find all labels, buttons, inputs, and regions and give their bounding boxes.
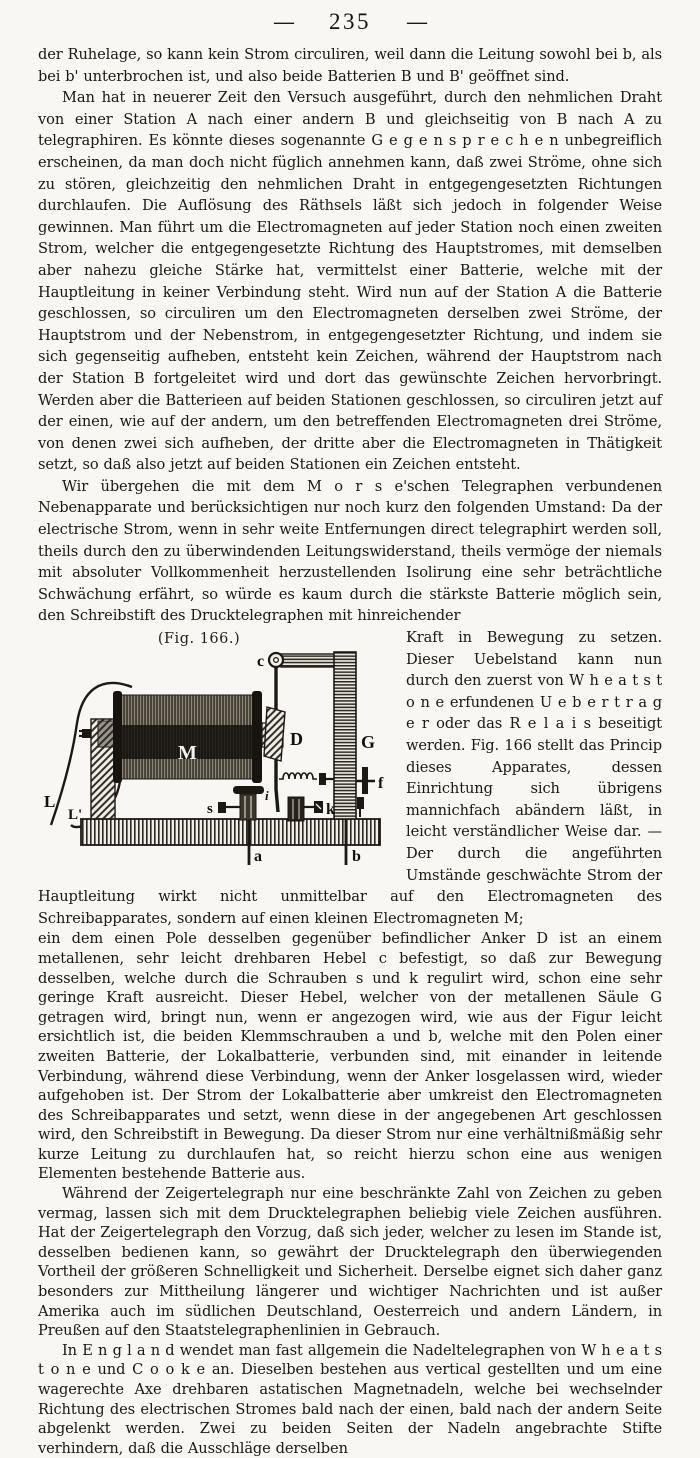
pivot-c [269,653,283,667]
page-number: 235 [329,9,371,34]
spring [279,773,334,785]
support-post [79,719,115,820]
label-G: G [361,732,376,753]
paragraph-2: Man hat in neuerer Zeit den Versuch ausgeführt, durch den nehmlichen Draht von einer Station A nach einer andern B und gleichseitig von B nach A zu telegraphiren. Es könnte dieses sogenannte G e g e n s p r e c h e n unbegreiflich erscheinen, da man doch nicht füglich annehmen kann, daß zwei Ströme, ohne sich zu stören, gleichzeitig den nehmlichen Draht in entgegengesetzten Richtungen durchlaufen. Die Auflösung des Räthsels läßt sich jedoch in folgender Weise gewinnen. Man führt um die Electromagneten auf jeder Station noch einen zweiten Strom, welcher die entgegengesetzte Richtung des Hauptstromes, mit demselben aber nahezu gleiche Stärke hat, vermittelst einer Batterie, welche mit der Hauptleitung in keiner Verbindung steht. Wird nun auf der Station A die Batterie geschlossen, so circuliren um den Electromagneten derselben zwei Ströme, der Hauptstrom und der Nebenstrom, in entgegengesetzter Richtung, und indem sie sich gegenseitig aufheben, entsteht kein Zeichen, während der Hauptstrom nach der Station B fortgeleitet wird und dort das gewünschte Zeichen hervorbringt. Werden aber die Batterieen auf beiden Stationen geschlossen, so circuliren jetzt auf der einen, wie auf der andern, um den betreffenden Electromagneten drei Ströme, von denen zwei sich aufheben, der dritte aber die Electromagneten in Thätigkeit setzt, so daß also jetzt auf beiden Stationen ein Zeichen entsteht. [38,89,662,474]
label-i: i [265,788,269,804]
paragraph-3-intro: Wir übergehen die mit dem M o r s e'schen Telegraphen verbundenen Nebenapparate und berücksichtigen nur noch kurz den folgenden Umstand: Da der electrische Strom, wenn in sehr weite Entfernungen direct telegraphirt werden soll, theils durch den zu überwindenden Leitungswiderstand, theils vermöge der niemals mit absoluter Vollkommenheit herzustellenden Isolirung eine sehr beträchtliche Schwächung erfährt, so würde es kaum durch die stärkste Batterie möglich sein, den Schreibstift des Drucktelegraphen mit hinreichender [38,477,662,625]
screw-k [288,797,323,821]
page-header [38,10,662,34]
header-dash-left: — [274,11,293,33]
label-a: a [254,848,262,866]
paragraph-3-continued: ein dem einen Pole desselben gegenüber befindlicher Anker D ist an einem metallenen, sehr leicht drehbaren Hebel c befestigt, so daß zur Bewegung desselben, welche durch die Schrauben s und k regulirt wird, schon eine sehr geringe Kraft ausreicht. Dieser Hebel, welcher von der metallenen Säule G getragen wird, bringt nun, wenn er angezogen wird, wie aus der Figur leicht ersichtlich ist, die beiden Klemmschrauben a und b, welche mit den Polen einer zweiten Batterie, der Lokalbatterie, verbunden sind, mit einander in leitende Verbindung, während diese Verbindung, wenn der Anker losgelassen wird, wieder aufgehoben ist. Der Strom der Lokalbatterie aber umkreist den Electromagneten des Schreibapparates und setzt, wenn diese in der angegebenen Art geschlossen wird, den Schreibstift in Bewegung. Da dieser Strom nur eine verhältnißmäßig sehr kurze Leitung zu durchlaufen hat, so reicht hierzu schon eine aus wenigen Elementen bestehende Batterie aus. [38,930,662,1183]
label-k: k [326,801,335,819]
label-s: s [207,801,213,818]
header-dash-right: — [407,11,426,33]
label-L: L [44,792,56,812]
screw-f [356,767,375,817]
label-M: M [178,742,197,765]
label-c: c [257,653,265,671]
armature-D [264,707,285,761]
paragraph-4: Während der Zeigertelegraph nur eine beschränkte Zahl von Zeichen zu geben vermag, lassen sich mit dem Drucktelegraphen beliebig viele Zeichen ausführen. Hat der Zeigertelegraph den Vorzug, daß sich jeder, welcher zu lesen im Stande ist, desselben bedienen kann, so gewährt der Drucktelegraph den überwiegenden Vortheil der größeren Schnelligkeit und Sicherheit. Derselbe eignet sich daher ganz besonders zur Mittheilung längerer und wichtiger Nachrichten und ist außer Amerika auch im südlichen Deutschland, Oesterreich und andern Ländern, in Preußen auf den Staatstelegraphenlinien in Gebrauch. [38,1185,662,1340]
label-L-prime: L' [68,807,83,824]
label-D: D [290,729,303,750]
column-G [334,652,356,819]
paragraph-5: In E n g l a n d wendet man fast allgemein die Nadeltelegraphen von W h e a t s t o n e und C o o k e an. Dieselben bestehen aus vertical gestellten und um eine wagerechte Axe drehbaren astatischen Magnetnadeln, welche bei wechselnder Richtung des electrischen Stromes bald nach der einen, bald nach der andern Seite abgelenkt werden. Zwei zu beiden Seiten der Nadeln angebrachte Stifte verhindern, daß die Ausschläge derselben [38,1341,662,1457]
label-b: b [352,848,361,866]
electromagnet-coil [113,691,262,783]
screw-s [218,786,264,820]
label-f: f [378,775,384,793]
figure-caption: (Fig. 166.) [157,631,241,648]
paragraph-3-beside-figure: Kraft in Bewegung zu setzen. Dieser Uebelstand kann nun durch den zuerst von W h e a t s t o n e erfundenen U e b e r t r a g e r oder das R e l a i s beseitigt werden. Fig. 166 stellt das Princip dieses Apparates, dessen Einrichtung sich übrigens mannichfach abändern läßt, in leicht verständlicher Weise dar. — Der durch die angeführten Umstände geschwächte Strom der Hauptleitung wirkt nicht unmittelbar auf den Electromagneten des Schreibapparates, sondern auf einen kleinen Electromagneten M; [38,629,662,927]
frame-top-arm [281,654,337,667]
figure-166 [38,631,390,875]
baseboard [81,819,380,845]
paragraph-1: der Ruhelage, so kann kein Strom circuliren, weil dann die Leitung sowohl bei b, als bei b' unterbrochen ist, und also beide Batterien B und B' geöffnet sind. [38,46,662,85]
relay-apparatus-drawing [38,649,390,875]
figure-text-wrap [38,627,662,929]
